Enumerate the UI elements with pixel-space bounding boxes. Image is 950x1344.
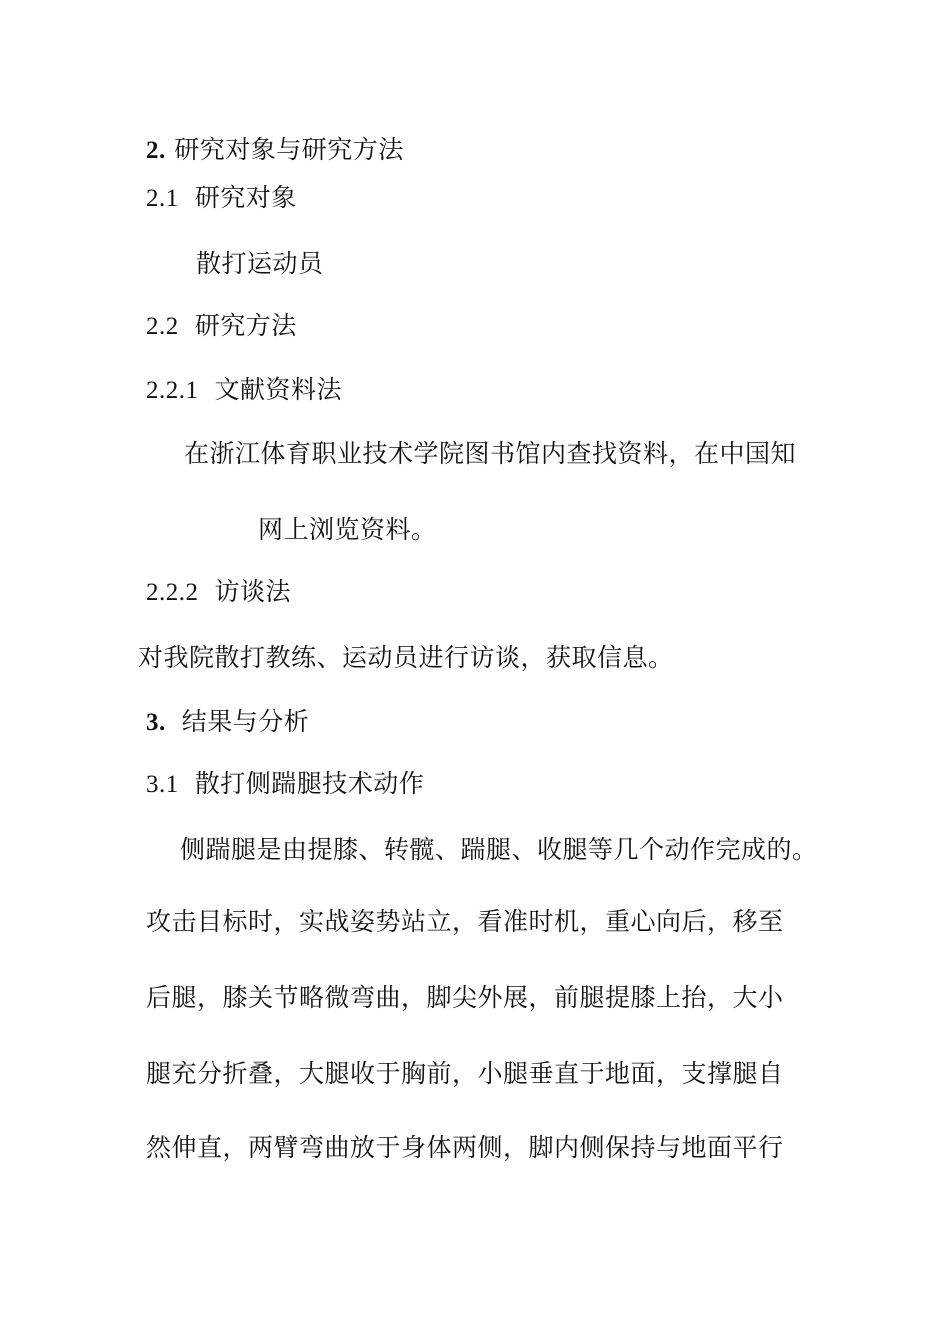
section-2-1-title: 研究对象 <box>194 183 297 212</box>
section-3-1-body-line-2: 攻击目标时，实战姿势站立，看准时机，重心向后，移至 <box>146 907 784 936</box>
section-3-number: 3. <box>146 709 166 736</box>
section-3-title: 结果与分析 <box>181 707 310 736</box>
section-2-2-1-body-line-1: 在浙江体育职业技术学院图书馆内查找资料，在中国知 <box>184 439 797 468</box>
section-2-title: 研究对象与研究方法 <box>174 135 404 164</box>
section-2-2-number: 2.2 <box>146 313 179 340</box>
section-3-1-body-line-4: 腿充分折叠，大腿收于胸前，小腿垂直于地面，支撑腿自 <box>146 1059 784 1088</box>
section-2-2-2-title: 访谈法 <box>214 577 292 606</box>
section-2-2-1-number: 2.2.1 <box>146 377 199 404</box>
section-2-heading <box>146 134 404 167</box>
section-2-2-heading <box>146 310 297 343</box>
section-3-1-number: 3.1 <box>146 771 179 798</box>
section-3-1-body-line-1: 侧踹腿是由提膝、转髋、踹腿、收腿等几个动作完成的。 <box>180 835 818 864</box>
section-3-1-body-line-5: 然伸直，两臂弯曲放于身体两侧，脚内侧保持与地面平行 <box>146 1133 784 1162</box>
section-2-2-2-heading <box>146 576 291 609</box>
section-3-1-heading <box>146 768 424 801</box>
section-2-2-title: 研究方法 <box>194 311 297 340</box>
section-3-1-title: 散打侧踹腿技术动作 <box>194 769 425 798</box>
section-2-1-body: 散打运动员 <box>196 249 324 278</box>
section-2-1-heading <box>146 182 297 215</box>
section-3-1-body-line-3: 后腿，膝关节略微弯曲，脚尖外展，前腿提膝上抬，大小 <box>146 983 784 1012</box>
section-2-1-number: 2.1 <box>146 185 179 212</box>
section-2-2-1-title: 文献资料法 <box>214 375 343 404</box>
section-2-2-2-body: 对我院散打教练、运动员进行访谈，获取信息。 <box>138 643 674 672</box>
section-2-2-1-heading <box>146 374 342 407</box>
section-2-2-2-number: 2.2.2 <box>146 579 199 606</box>
section-3-heading <box>146 706 309 739</box>
section-2-number: 2. <box>146 137 166 164</box>
section-2-2-1-body-line-2: 网上浏览资料。 <box>258 515 437 544</box>
